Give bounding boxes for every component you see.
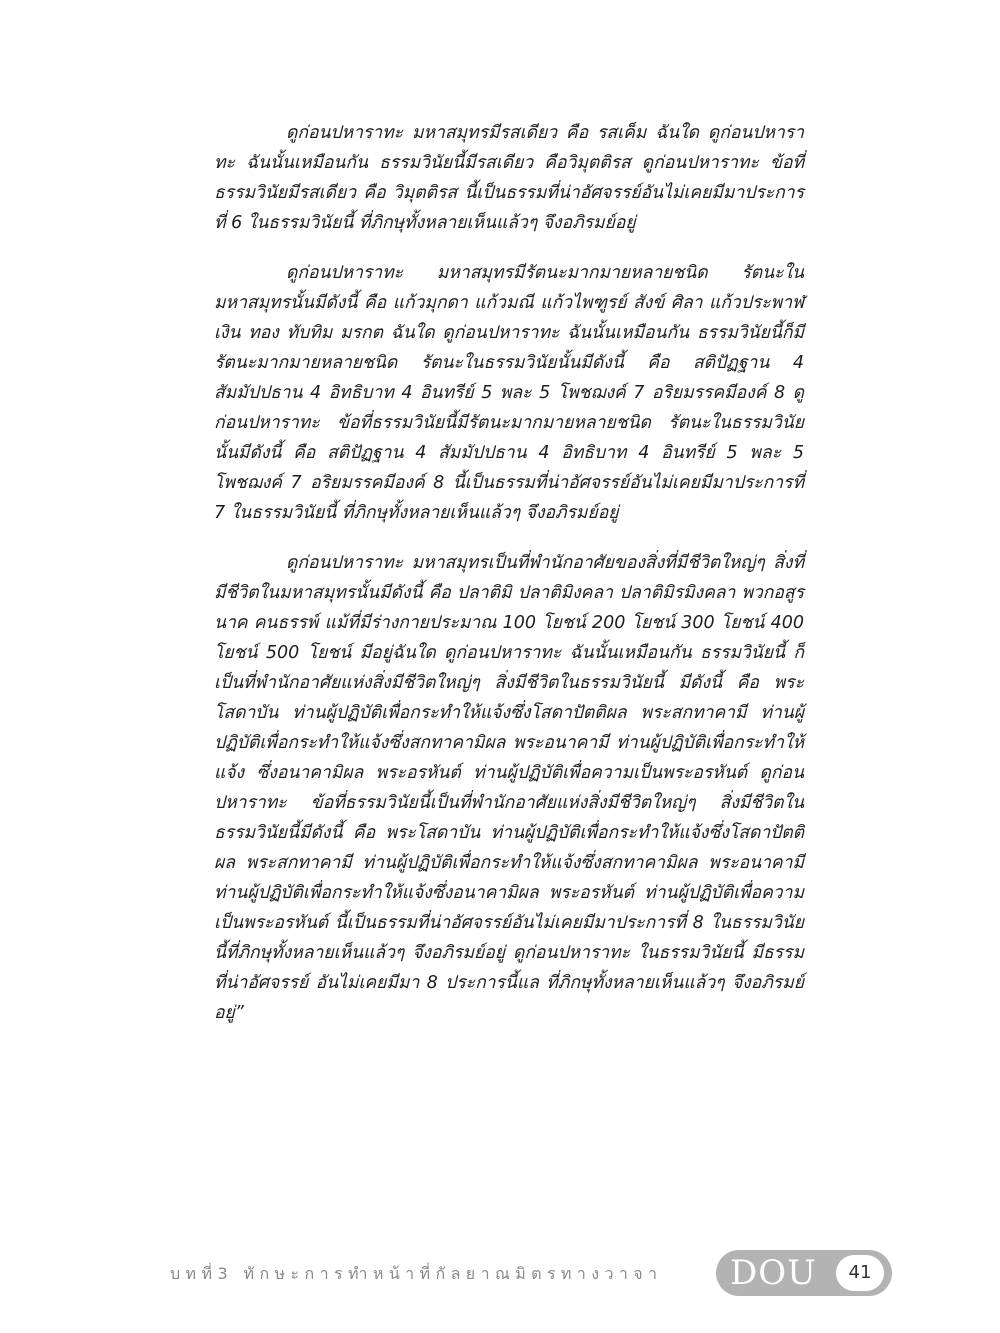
dou-logo: DOU [730,1253,817,1293]
paragraph-great-beings: ดูก่อนปหาราทะ มหาสมุทรเป็นที่พำนักอาศัยของสิ่งที่มีชีวิตใหญ่ๆ สิ่งที่มีชีวิตในมหาสมุทรนั้นมีดังนี้ คือ ปลาติมิ ปลาติมิงคลา ปลาติมิรมิงคลา พวกอสูร นาค คนธรรพ์ แม้ที่มีร่างกายประมาณ 100 โยชน์ 200 โยชน์ 300 โยชน์ 400 โยชน์ 500 โยชน์ มีอยู่ฉันใด ดูก่อนปหาราทะ ฉันนั้นเหมือนกัน ธรรมวินัยนี้ ก็เป็นที่พำนักอาศัยแห่งสิ่งมีชีวิตใหญ่ๆ สิ่งมีชีวิตในธรรมวินัยนี้ มีดังนี้ คือ พระโสดาบัน ท่านผู้ปฏิบัติเพื่อกระทำให้แจ้งซึ่งโสดาปัตติผล พระสกทาคามี ท่านผู้ปฏิบัติเพื่อกระทำให้แจ้งซึ่งสกทาคามิผล พระอนาคามี ท่านผู้ปฏิบัติเพื่อกระทำให้แจ้ง ซึ่งอนาคามิผล พระอรหันต์ ท่านผู้ปฏิบัติเพื่อความเป็นพระอรหันต์ ดูก่อนปหาราทะ ข้อที่ธรรมวินัยนี้เป็นที่พำนักอาศัยแห่งสิ่งมีชีวิตใหญ่ๆ สิ่งมีชีวิตในธรรมวินัยนี้มีดังนี้ คือ พระโสดาบัน ท่านผู้ปฏิบัติเพื่อกระทำให้แจ้งซึ่งโสดาปัตติผล พระสกทาคามี ท่านผู้ปฏิบัติเพื่อกระทำให้แจ้งซึ่งสกทาคามิผล พระอนาคามี ท่านผู้ปฏิบัติเพื่อกระทำให้แจ้งซึ่งอนาคามิผล พระอรหันต์ ท่านผู้ปฏิบัติเพื่อความเป็นพระอรหันต์ นี้เป็นธรรมที่น่าอัศจรรย์อันไม่เคยมีมาประการที่ 8 ในธรรมวินัยนี้ที่ภิกษุทั้งหลายเห็นแล้วๆ จึงอภิรมย์อยู่ ดูก่อนปหาราทะ ในธรรมวินัยนี้ มีธรรมที่น่าอัศจรรย์ อันไม่เคยมีมา 8 ประการนี้แล ที่ภิกษุทั้งหลายเห็นแล้วๆ จึงอภิรมย์อยู่” [214,553,804,1023]
paragraph-jewels: ดูก่อนปหาราทะ มหาสมุทรมีรัตนะมากมายหลายชนิด รัตนะในมหาสมุทรนั้นมีดังนี้ คือ แก้วมุกดา แก้วมณี แก้วไพฑูรย์ สังข์ ศิลา แก้วประพาฬ เงิน ทอง ทับทิม มรกต ฉันใด ดูก่อนปหาราทะ ฉันนั้นเหมือนกัน ธรรมวินัยนี้ก็มีรัตนะมากมายหลายชนิด รัตนะในธรรมวินัยนั้นมีดังนี้ คือ สติปัฏฐาน 4 สัมมัปปธาน 4 อิทธิบาท 4 อินทรีย์ 5 พละ 5 โพชฌงค์ 7 อริยมรรคมีองค์ 8 ดูก่อนปหาราทะ ข้อที่ธรรมวินัยนี้มีรัตนะมากมายหลายชนิด รัตนะในธรรมวินัยนั้นมีดังนี้ คือ สติปัฏฐาน 4 สัมมัปปธาน 4 อิทธิบาท 4 อินทรีย์ 5 พละ 5 โพชฌงค์ 7 อริยมรรคมีองค์ 8 นี้เป็นธรรมที่น่าอัศจรรย์อันไม่เคยมีมาประการที่ 7 ในธรรมวินัยนี้ ที่ภิกษุทั้งหลายเห็นแล้วๆ จึงอภิรมย์อยู่ [214,263,804,523]
paragraph-taste: ดูก่อนปหาราทะ มหาสมุทรมีรสเดียว คือ รสเค็ม ฉันใด ดูก่อนปหาราทะ ฉันนั้นเหมือนกัน ธรรมวินัยนี้มีรสเดียว คือวิมุตติรส ดูก่อนปหาราทะ ข้อที่ธรรมวินัยมีรสเดียว คือ วิมุตติรส นี้เป็นธรรมที่น่าอัศจรรย์อันไม่เคยมีมาประการที่ 6 ในธรรมวินัยนี้ ที่ภิกษุทั้งหลายเห็นแล้วๆ จึงอภิรมย์อยู่ [214,123,804,233]
chapter-title: บทที่3 ทักษะการทำหน้าที่กัลยาณมิตรทางวาจา [170,1264,663,1283]
page-badge [716,1250,892,1296]
page-body [214,118,804,1048]
page-number: 41 [836,1255,884,1291]
